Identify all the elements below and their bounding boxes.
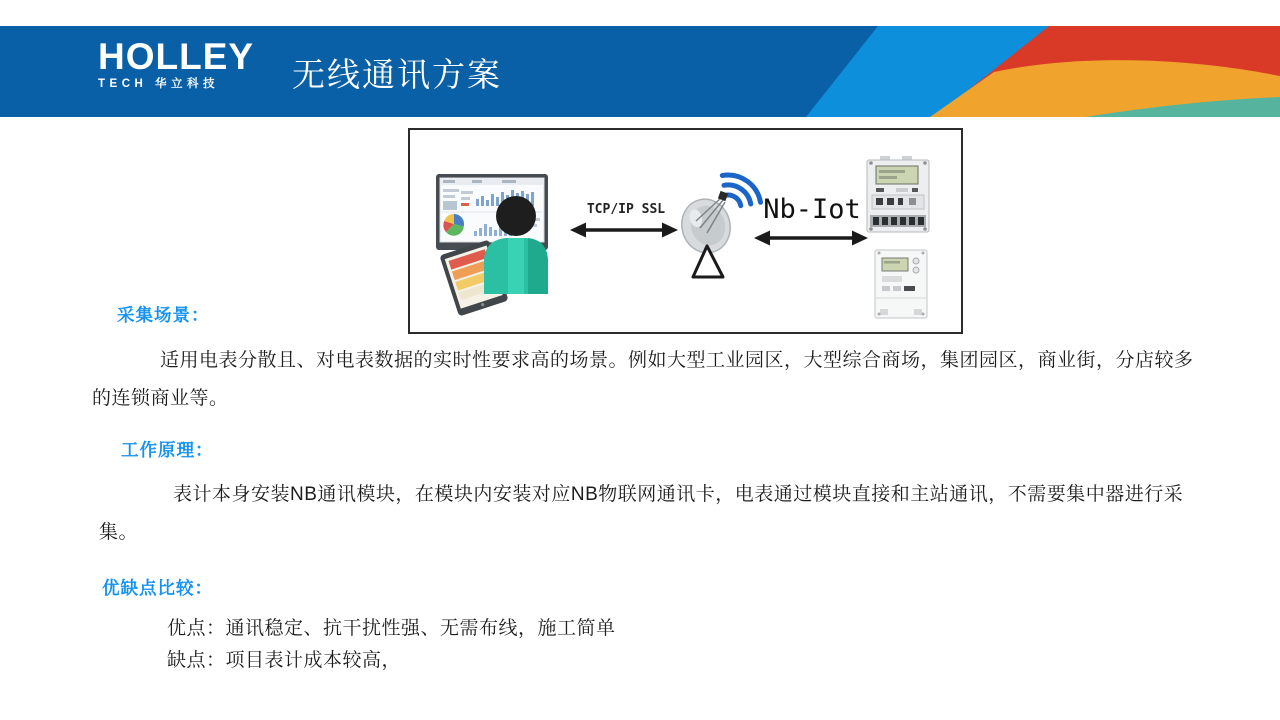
section-heading-compare: 优缺点比较： (102, 578, 213, 598)
header-band (0, 26, 1280, 117)
single-phase-meter-icon (867, 156, 929, 232)
link2-arrow (754, 231, 868, 246)
architecture-diagram (408, 128, 963, 334)
section-heading-scene: 采集场景： (117, 305, 210, 325)
holley-logo-brand: HOLLEY (98, 36, 255, 77)
page-title: 无线通讯方案 (292, 56, 502, 93)
section-heading-principle: 工作原理： (121, 440, 214, 460)
pros-line: 优点：通讯稳定、抗干扰性强、无需布线，施工简单 (167, 618, 616, 639)
three-phase-meter-icon (875, 250, 927, 318)
link1-label: TCP/IP SSL (586, 202, 666, 217)
pie-chart-icon (443, 214, 464, 236)
link1-arrow (570, 223, 678, 238)
holley-logo (98, 38, 254, 91)
holley-logo-subtitle: TECH 华立科技 (98, 78, 219, 90)
section-body-scene: 适用电表分散且、对电表数据的实时性要求高的场景。例如大型工业园区，大型综合商场，集团园区，商业街，分店较多的连锁商业等。 (92, 350, 1194, 409)
architecture-diagram-graphics (410, 130, 961, 332)
section-body-principle: 表计本身安装NB通讯模块，在模块内安装对应NB物联网通讯卡，电表通过模块直接和主站通讯，不需要集中器进行采集。 (99, 484, 1184, 543)
link2-label: Nb-Iot (763, 194, 861, 225)
cons-line: 缺点：项目表计成本较高， (167, 650, 402, 671)
